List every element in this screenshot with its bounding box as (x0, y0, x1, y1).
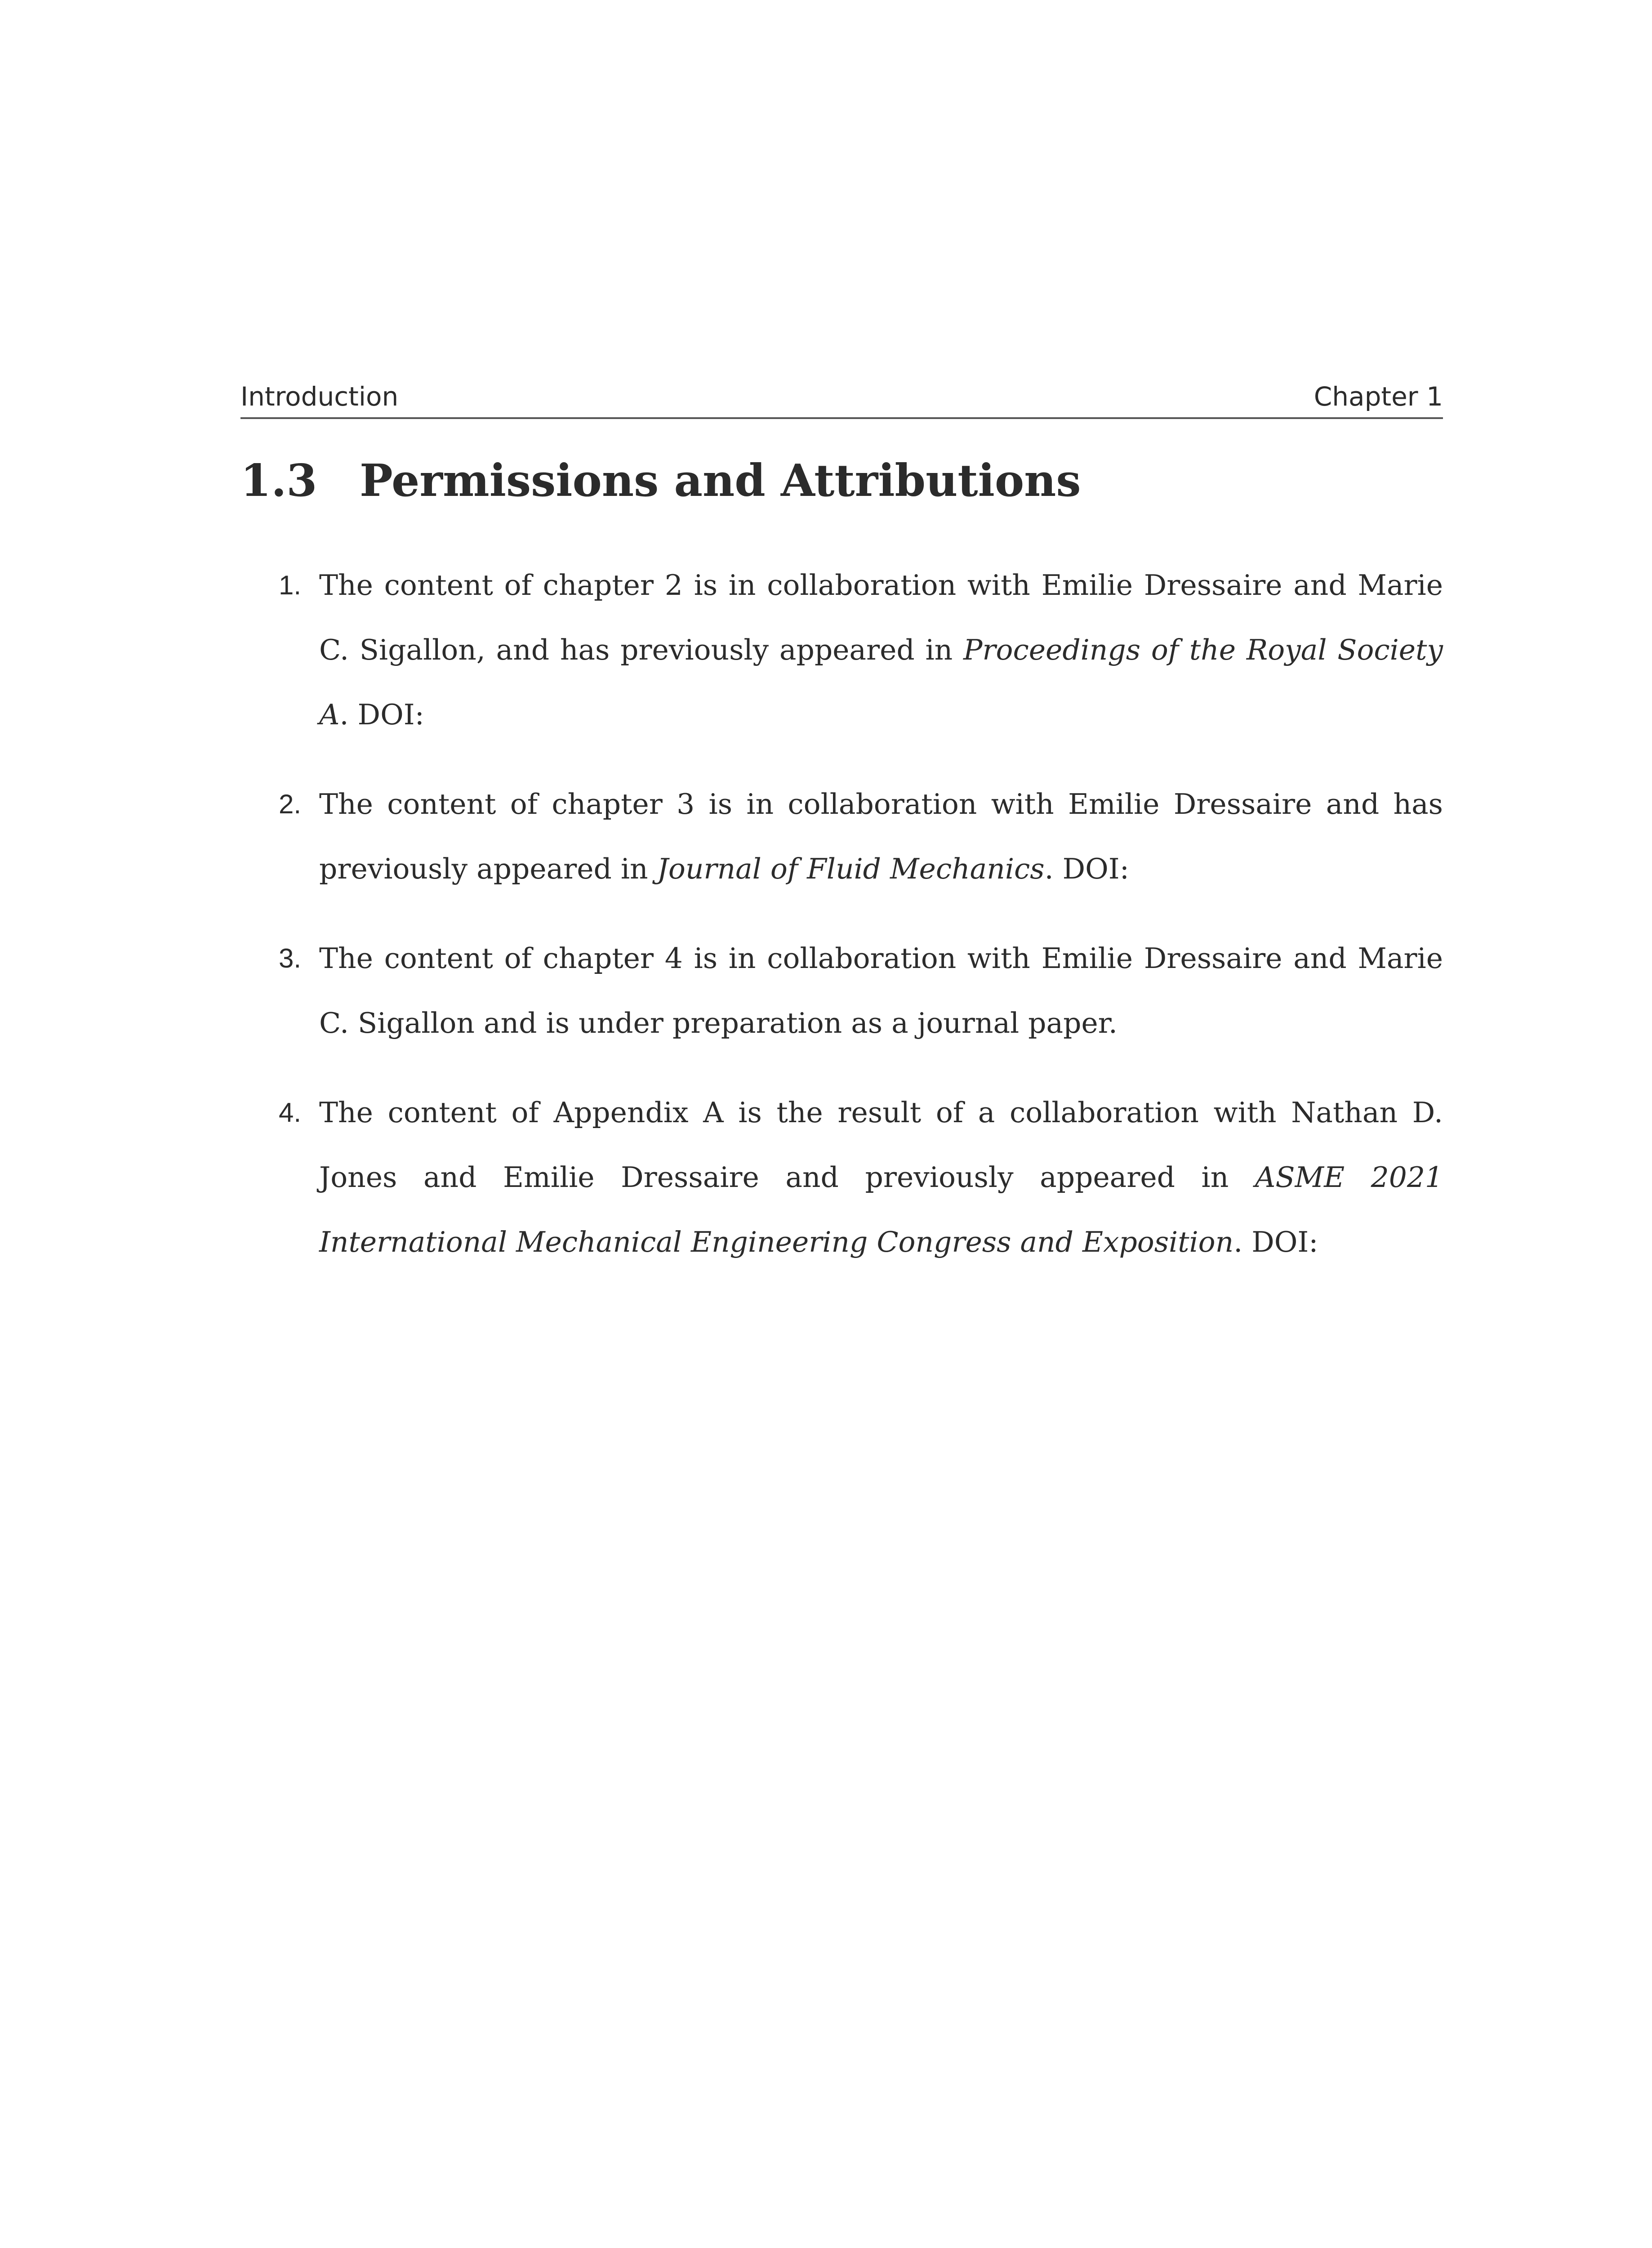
attribution-item-2 (240, 772, 1443, 901)
venue-name: ASME 2021 International Mechanical Engineering Congress and Exposition (319, 1161, 1443, 1258)
running-header (240, 377, 1443, 419)
attribution-text: The content of chapter 2 is in collaboration with Emilie Dressaire and Marie C. Sigallon, and has previously appeared in (319, 569, 1443, 666)
attribution-doi: . DOI: (1233, 1226, 1318, 1258)
list-marker: 1. (279, 570, 302, 600)
attribution-doi: . DOI: (1044, 852, 1129, 885)
attribution-text: The content of Appendix A is the result of a collaboration with Nathan D. Jones and Emilie Dressaire and previously appeared in (319, 1096, 1443, 1194)
attribution-text: The content of chapter 4 is in collaboration with Emilie Dressaire and Marie C. Sigallon and is under preparation as a journal paper. (319, 942, 1443, 1039)
list-marker: 3. (279, 943, 302, 973)
attribution-item-3 (240, 926, 1443, 1056)
attribution-doi: . DOI: (339, 698, 424, 731)
section-heading (240, 450, 1081, 513)
section-title: Permissions and Attributions (360, 455, 1081, 507)
attribution-text: The content of chapter 3 is in collaboration with Emilie Dressaire and has previously appeared in (319, 788, 1443, 885)
running-header-chapter: Chapter 1 (1314, 381, 1443, 412)
attribution-item-4 (240, 1080, 1443, 1275)
running-header-section: Introduction (240, 381, 399, 412)
attribution-list (240, 553, 1443, 1299)
list-marker: 4. (279, 1097, 302, 1128)
section-number: 1.3 (240, 455, 317, 507)
venue-name: Proceedings of the Royal Society A (319, 633, 1443, 731)
list-marker: 2. (279, 789, 302, 819)
attribution-item-1 (240, 553, 1443, 747)
venue-name: Journal of Fluid Mechanics (657, 852, 1045, 885)
